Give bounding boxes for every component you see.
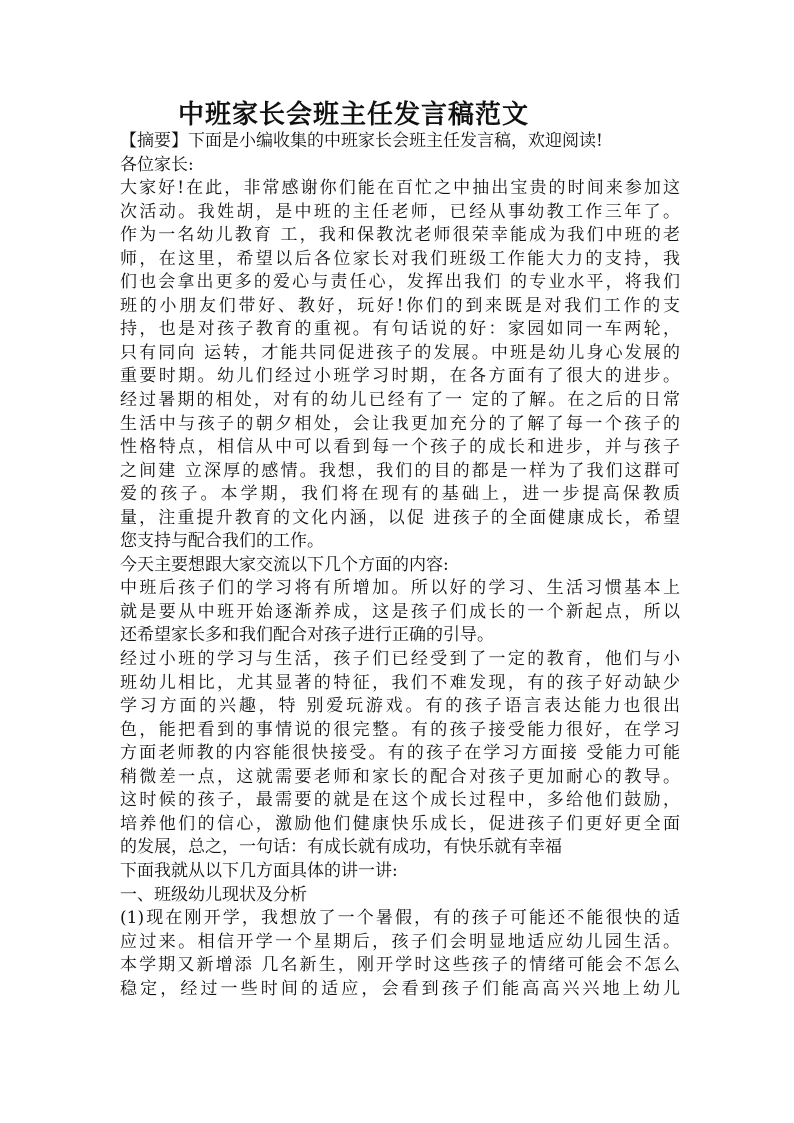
line-07: 们也会拿出更多的爱心与责任心，发挥出我们 的专业水平，将我们 [120, 272, 680, 293]
line-31: 的发展，总之，一句话：有成长就有成功，有快乐就有幸福 [120, 837, 562, 858]
line-18: 您支持与配合我们的工作。 [120, 531, 324, 552]
line-17: 量，注重提升教育的文化内涵，以促 进孩子的全面健康成长，希望 [120, 507, 680, 528]
line-26: 色，能把看到的事情说的很完整。有的孩子接受能力很好，在学习 [120, 719, 680, 740]
line-21: 就是要从中班开始逐渐养成，这是孩子们成长的一个新起点，所以 [120, 601, 680, 622]
line-25: 学习方面的兴趣，特 别爱玩游戏。有的孩子语言表达能力也很出 [120, 696, 680, 717]
line-15: 之间建 立深厚的感情。我想，我们的目的都是一样为了我们这群可 [120, 460, 680, 481]
line-32: 下面我就从以下几方面具体的讲一讲: [120, 860, 398, 881]
line-37: 稳定，经过一些时间的适应，会看到孩子们能高高兴兴地上幼儿 [120, 978, 680, 999]
line-13: 生活中与孩子的朝夕相处，会让我更加充分的了解了每一个孩子的 [120, 413, 680, 434]
line-36: 本学期又新增添 几名新生，刚开学时这些孩子的情绪可能会不怎么 [120, 955, 680, 976]
document-body [120, 130, 680, 1001]
line-12: 经过暑期的相处，对有的幼儿已经有了一 定的了解。在之后的日常 [120, 390, 680, 411]
line-02: 各位家长: [120, 154, 194, 175]
line-20: 中班后孩子们的学习将有所增加。所以好的学习、生活习惯基本上 [120, 578, 680, 599]
line-33: 一、班级幼儿现状及分析 [120, 884, 307, 905]
line-34: (1)现在刚开学，我想放了一个暑假，有的孩子可能还不能很快的适 [120, 908, 680, 929]
line-03: 大家好!在此，非常感谢你们能在百忙之中抽出宝贵的时间来参加这 [120, 178, 680, 199]
line-29: 这时候的孩子，最需要的就是在这个成长过程中，多给他们鼓励， [120, 790, 680, 811]
line-16: 爱的孩子。本学期，我们将在现有的基础上，进一步提高保教质 [120, 484, 680, 505]
line-19: 今天主要想跟大家交流以下几个方面的内容: [120, 554, 449, 575]
line-01: 【摘要】下面是小编收集的中班家长会班主任发言稿，欢迎阅读! [120, 131, 603, 151]
line-30: 培养他们的信心，激励他们健康快乐成长，促进孩子们更好更全面 [120, 813, 680, 834]
line-04: 次活动。我姓胡，是中班的主任老师，已经从事幼教工作三年了。 [120, 201, 680, 222]
line-27: 方面老师教的内容能很快接受。有的孩子在学习方面接 受能力可能 [120, 743, 680, 764]
line-24: 班幼儿相比，尤其显著的特征，我们不难发现，有的孩子好动缺少 [120, 672, 680, 693]
line-09: 持，也是对孩子教育的重视。有句话说的好：家园如同一车两轮， [120, 319, 680, 340]
line-05: 作为一名幼儿教育 工，我和保教沈老师很荣幸能成为我们中班的老 [120, 225, 680, 246]
line-28: 稍微差一点，这就需要老师和家长的配合对孩子更加耐心的教导。 [120, 766, 680, 787]
line-06: 师，在这里，希望以后各位家长对我们班级工作能大力的支持，我 [120, 248, 680, 269]
line-22: 还希望家长多和我们配合对孩子进行正确的引导。 [120, 625, 494, 646]
line-14: 性格特点，相信从中可以看到每一个孩子的成长和进步，并与孩子 [120, 437, 680, 458]
line-35: 应过来。相信开学一个星期后，孩子们会明显地适应幼儿园生活。 [120, 931, 680, 952]
document-title: 中班家长会班主任发言稿范文 [178, 100, 530, 130]
line-10: 只有同向 运转，才能共同促进孩子的发展。中班是幼儿身心发展的 [120, 342, 680, 363]
line-08: 班的小朋友们带好、教好，玩好!你们的到来既是对我们工作的支 [120, 295, 680, 316]
line-11: 重要时期。幼儿们经过小班学习时期，在各方面有了很大的进步。 [120, 366, 680, 387]
line-23: 经过小班的学习与生活，孩子们已经受到了一定的教育，他们与小 [120, 649, 680, 670]
